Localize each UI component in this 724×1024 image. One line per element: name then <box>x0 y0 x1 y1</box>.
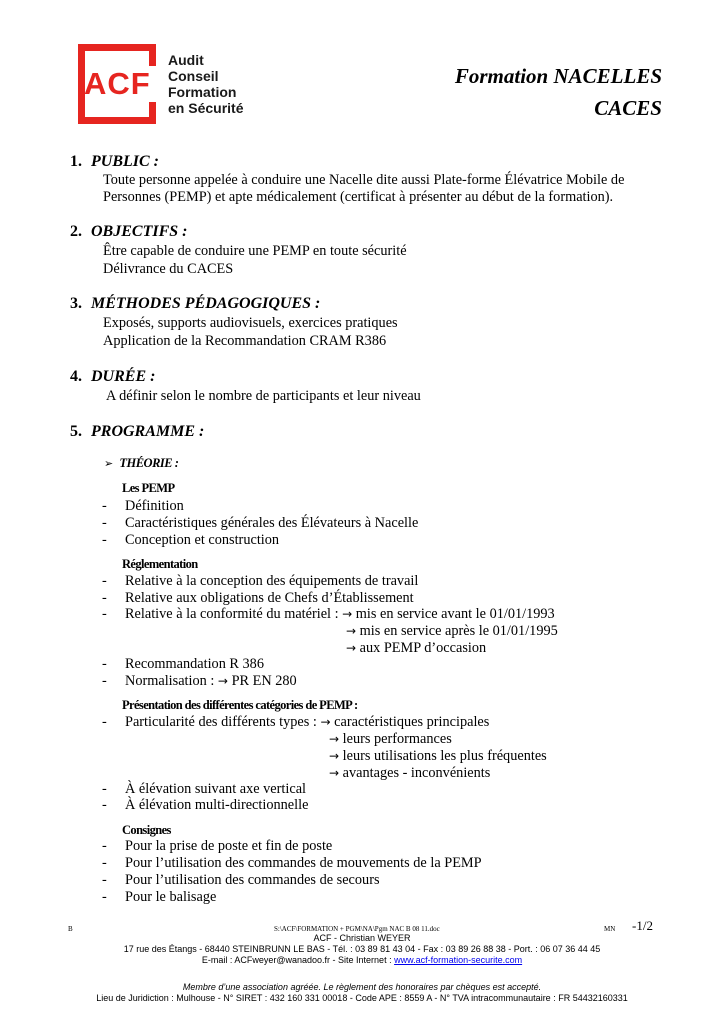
list-item-subtext: leurs performances <box>342 731 452 747</box>
list-item-subtext: caractéristiques principales <box>334 714 490 730</box>
dash: - <box>102 515 107 531</box>
list-item <box>102 889 216 906</box>
section-number: 3. <box>70 295 82 312</box>
logo-frame-right-bottom <box>149 102 156 124</box>
list-item <box>102 573 418 590</box>
methodes-line-1: Exposés, supports audiovisuels, exercices pratiques <box>103 315 398 331</box>
methodes-line-2: Application de la Recommandation CRAM R386 <box>103 333 387 349</box>
list-item-text: Normalisation : <box>125 673 215 689</box>
list-item-text: Recommandation R 386 <box>125 656 264 672</box>
arrow-right-icon: → <box>329 749 340 763</box>
list-item-text: Relative aux obligations de Chefs d’Établissement <box>125 590 414 606</box>
section-objectifs-heading <box>70 223 187 241</box>
section-title: PROGRAMME : <box>91 423 205 440</box>
list-subitem <box>329 731 452 748</box>
objectifs-line-1: Être capable de conduire une PEMP en toute sécurité <box>103 243 407 259</box>
list-item <box>102 714 489 731</box>
document-title: Formation NACELLES <box>454 64 662 88</box>
logo-line-audit: Audit <box>168 52 204 68</box>
section-title: OBJECTIFS : <box>91 223 188 240</box>
list-item-text: Définition <box>125 498 184 514</box>
list-item-text: Relative à la conception des équipements de travail <box>125 573 419 589</box>
dash: - <box>102 797 107 813</box>
reglementation-title: Réglementation <box>122 557 198 571</box>
arrow-right-icon: → <box>320 715 331 729</box>
footer-address: 17 rue des Étangs - 68440 STEINBRUNN LE BAS - Tél. : 03 89 81 43 04 - Fax : 03 89 26 88 38 - Port. : 06 07 36 44 45 <box>123 944 601 954</box>
list-item-text: Pour le balisage <box>125 889 217 905</box>
section-number: 4. <box>70 368 82 385</box>
list-item-subtext: aux PEMP d’occasion <box>359 640 487 656</box>
footer-company: ACF - Christian WEYER <box>313 933 411 943</box>
dash: - <box>102 872 107 888</box>
dash: - <box>102 590 107 606</box>
theorie-heading <box>104 456 178 471</box>
logo-tagline <box>168 52 243 116</box>
list-item <box>102 515 418 532</box>
section-programme-heading <box>70 423 204 441</box>
list-subitem <box>329 765 490 782</box>
list-item-subtext: mis en service avant le 01/01/1993 <box>355 606 555 622</box>
arrow-right-icon: → <box>329 732 340 746</box>
dash: - <box>102 573 107 589</box>
website-link[interactable]: www.acf-formation-securite.com <box>394 955 523 965</box>
arrow-right-icon: → <box>217 674 228 688</box>
dash: - <box>102 855 107 871</box>
document-subtitle: CACES <box>594 96 662 120</box>
section-number: 5. <box>70 423 82 440</box>
list-item-text: Conception et construction <box>125 532 280 548</box>
list-subitem <box>346 640 486 657</box>
logo-frame-right-top <box>149 44 156 66</box>
footer-legal: Lieu de Juridiction : Mulhouse - N° SIRET : 432 160 331 00018 - Code APE : 8559 A - N° TVA intracommunautaire : FR 54432160331 <box>96 993 628 1003</box>
section-title: MÉTHODES PÉDAGOGIQUES : <box>91 295 321 312</box>
list-item-text: Relative à la conformité du matériel : <box>125 606 339 622</box>
list-item-text: Caractéristiques générales des Élévateurs à Nacelle <box>125 515 419 531</box>
bullet-arrow-icon: ➢ <box>104 457 113 470</box>
pemp-title: Les PEMP <box>122 481 175 495</box>
logo-line-securite: en Sécurité <box>168 100 244 116</box>
dash: - <box>102 606 107 622</box>
consignes-title: Consignes <box>122 823 171 837</box>
list-item-subtext: leurs utilisations les plus fréquentes <box>342 748 547 764</box>
presentation-title: Présentation des différentes catégories de PEMP : <box>122 698 358 712</box>
list-item-text: Pour l’utilisation des commandes de secours <box>125 872 380 888</box>
dash: - <box>102 498 107 514</box>
list-item-text: Particularité des différents types : <box>125 714 317 730</box>
logo-acf-text: ACF <box>84 66 151 101</box>
arrow-right-icon: → <box>329 766 340 780</box>
list-item <box>102 797 308 814</box>
public-text-1: Toute personne appelée à conduire une Nacelle dite aussi Plate-forme Élévatrice Mobile de <box>103 172 625 188</box>
section-duree-heading <box>70 368 155 386</box>
list-subitem <box>329 748 547 765</box>
dash: - <box>102 838 107 854</box>
footer-note: Membre d’une association agréée. Le règlement des honoraires par chèques est accepté. <box>182 982 542 992</box>
footer-initials: MN <box>604 925 616 933</box>
duree-line-1: A définir selon le nombre de participants et leur niveau <box>106 388 421 404</box>
list-item <box>102 606 555 623</box>
dash: - <box>102 781 107 797</box>
footer-email: E-mail : ACFweyer@wanadoo.fr - Site Internet : <box>201 955 395 965</box>
arrow-right-icon: → <box>342 607 353 621</box>
footer-file-path: S:\ACF\FORMATION + PGM\NA\Pgm NAC B 08 11.doc <box>274 925 440 933</box>
section-number: 2. <box>70 223 82 240</box>
dash: - <box>102 532 107 548</box>
list-item-text: Pour l’utilisation des commandes de mouvements de la PEMP <box>125 855 482 871</box>
footer-contact <box>0 955 724 965</box>
list-item <box>102 590 414 607</box>
list-item <box>102 855 482 872</box>
list-item-text: À élévation multi-directionnelle <box>125 797 309 813</box>
list-item <box>102 872 380 889</box>
list-item <box>102 838 332 855</box>
list-item-subtext: avantages - inconvénients <box>342 765 491 781</box>
logo-line-conseil: Conseil <box>168 68 219 84</box>
list-item <box>102 673 297 690</box>
arrow-right-icon: → <box>346 624 357 638</box>
dash: - <box>102 656 107 672</box>
section-public-heading <box>70 153 159 171</box>
page-number: -1/2 <box>632 918 653 933</box>
section-title: DURÉE : <box>91 368 156 385</box>
dash: - <box>102 673 107 689</box>
section-title: PUBLIC : <box>91 153 159 170</box>
dash: - <box>102 714 107 730</box>
footer-code: B <box>68 925 73 933</box>
section-number: 1. <box>70 153 82 170</box>
acf-logo <box>78 44 268 126</box>
list-item-subtext: mis en service après le 01/01/1995 <box>359 623 558 639</box>
list-item <box>102 656 264 673</box>
list-subitem <box>346 623 558 640</box>
logo-line-formation: Formation <box>168 84 237 100</box>
public-text-2: Personnes (PEMP) et apte médicalement (certificat à présenter au début de la formation). <box>103 189 614 205</box>
list-item <box>102 532 279 549</box>
objectifs-line-2: Délivrance du CACES <box>103 261 234 277</box>
list-item-text: Pour la prise de poste et fin de poste <box>125 838 333 854</box>
list-item-subtext: PR EN 280 <box>231 673 297 689</box>
theorie-label: THÉORIE : <box>119 456 179 470</box>
dash: - <box>102 889 107 905</box>
arrow-right-icon: → <box>346 641 357 655</box>
list-item-text: À élévation suivant axe vertical <box>125 781 307 797</box>
list-item <box>102 498 184 515</box>
section-methodes-heading <box>70 295 320 313</box>
list-item <box>102 781 306 798</box>
